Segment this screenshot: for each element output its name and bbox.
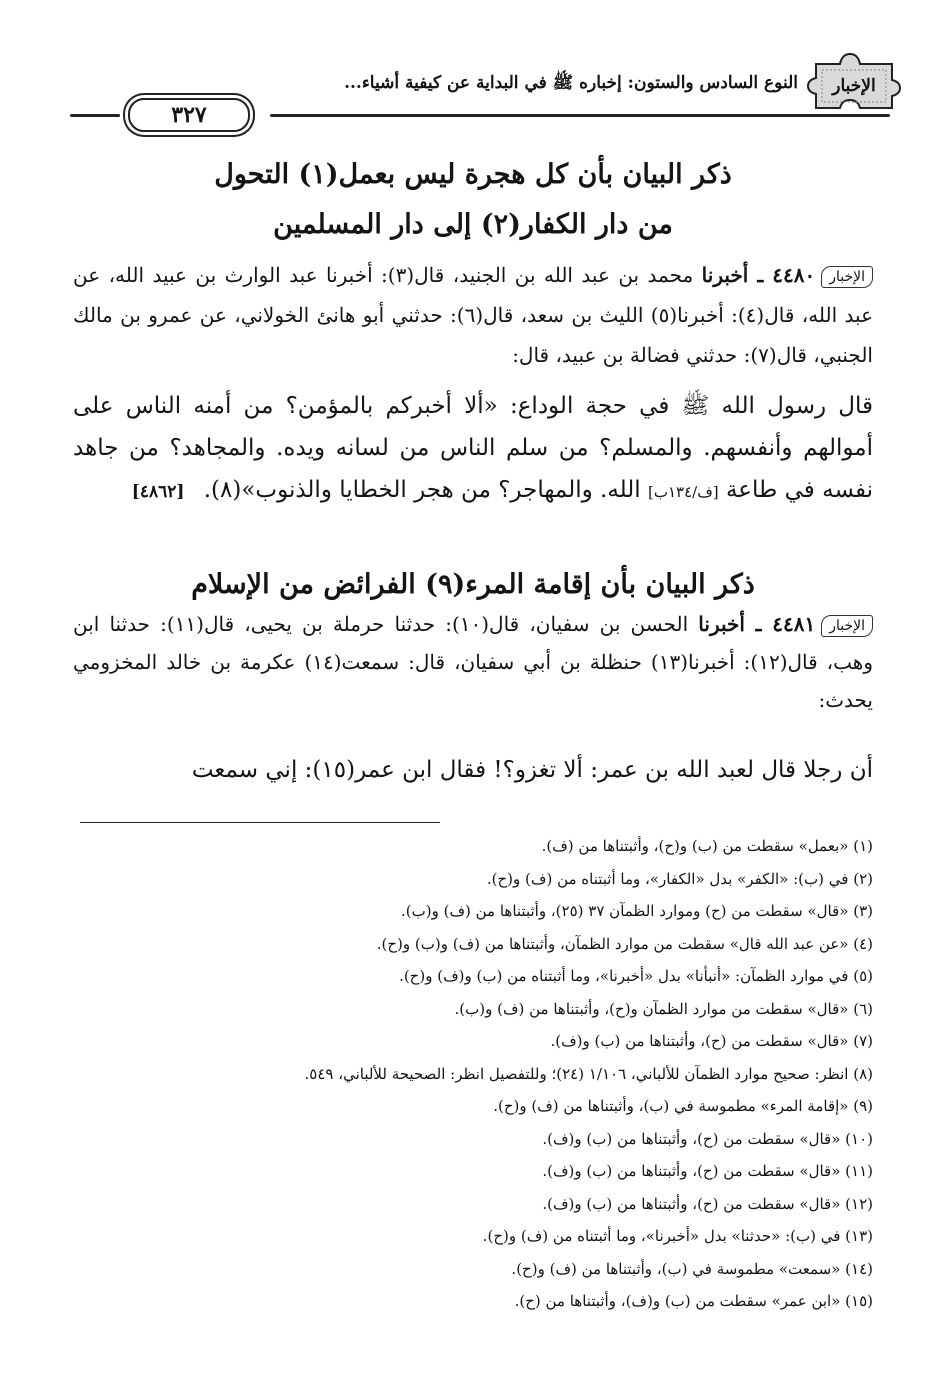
section-title-1-line-2: من دار الكفار(٢) إلى دار المسلمين: [273, 209, 673, 240]
footnote: (١٥) «ابن عمر» سقطت من (ب) و(ف)، وأثبتناها من (ح).: [514, 1292, 873, 1310]
footnote: (٦) «قال» سقطت من موارد الظمآن و(ح)، وأثبتناها من (ف) و(ب).: [454, 999, 873, 1018]
isnad-text: الحسن بن سفيان، قال(١٠): حدثنا حرملة بن يحيى، قال(١١): حدثنا ابن وهب، قال(١٢): أخبرنا(١٣) حنظلة بن أبي سفيان، قال: سمعت(١٤) عكرمة بن خالد المخزومي يحدث:: [73, 612, 873, 712]
footnote: (٤) «عن عبد الله قال» سقطت من موارد الظمآن، وأثبتناها من (ف) و(ب) و(ح).: [376, 934, 873, 953]
hadith-4481-isnad: [73, 605, 873, 719]
svg-text:الإخبار: الإخبار: [832, 76, 876, 96]
section-title-1: [73, 150, 873, 250]
folio-mark: [ف/١٣٤ب]: [648, 483, 719, 501]
footnote: (٧) «قال» سقطت من (ح)، وأثبتناها من (ب) و(ف).: [550, 1032, 873, 1050]
hadith-4481-matn: أن رجلا قال لعبد الله بن عمر: ألا تغزو؟! فقال ابن عمر(١٥): إني سمعت: [191, 757, 873, 783]
isnad-text: محمد بن عبد الله بن الجنيد، قال(٣): أخبرنا عبد الوارث بن عبيد الله، عن عبد الله، قال(٤): أخبرنا(٥) الليث بن سعد، قال(٦): حدثني أبو هانئ الخولاني، عن عمرو بن مالك الجنبي، قال(٧): حدثني فضالة بن عبيد، قال:: [73, 263, 873, 367]
footnote: (١٠) «قال» سقطت من (ح)، وأثبتناها من (ب) و(ف).: [542, 1129, 873, 1148]
footnote: (١٤) «سمعت» مطموسة في (ب)، وأثبتناها من (ف) و(ح).: [511, 1259, 873, 1278]
footnote: (١٣) في (ب): «حدثنا» بدل «أخبرنا»، وما أثبتناه من (ف) و(ح).: [482, 1227, 873, 1245]
footnote: (٢) في (ب): «الكفر» بدل «الكفار»، وما أثبتناه من (ف) و(ح).: [486, 869, 873, 888]
footnote-separator: [80, 822, 440, 823]
footnote: (٨) انظر: صحيح موارد الظمآن للألباني، ١/١٠٦ (٢٤)؛ وللتفصيل انظر: الصحيحة للألباني، ٥٤٩.: [304, 1064, 873, 1083]
hadith-number: ٤٤٨٠ ـ أخبرنا: [701, 263, 816, 287]
matn-text-end: الله. والمهاجر؟ من هجر الخطايا والذنوب»(٨).: [203, 477, 641, 503]
hadith-marker-icon: الإخبار: [821, 266, 873, 288]
footnote: (١١) «قال» سقطت من (ح)، وأثبتناها من (ب) و(ف).: [542, 1162, 873, 1180]
hadith-4480-isnad: [73, 255, 873, 375]
hadith-number: ٤٤٨١ ـ أخبرنا: [698, 612, 816, 636]
footnote: (٥) في موارد الظمآن: «أنبأنا» بدل «أخبرنا»، وما أثبتناه من (ب) و(ف) و(ح).: [399, 967, 873, 985]
footnote: (٩) «إقامة المرء» مطموسة في (ب)، وأثبتناها من (ف) و(ح).: [493, 1097, 873, 1115]
hadith-marker-icon: الإخبار: [821, 615, 873, 637]
section-title-1-line-1: ذكر البيان بأن كل هجرة ليس بعمل(١) التحول: [214, 159, 732, 190]
footnotes: [73, 830, 873, 1318]
cross-reference: [٤٨٦٢]: [131, 482, 185, 502]
section-title-2: ذكر البيان بأن إقامة المرء(٩) الفرائض من الإسلام: [191, 569, 755, 600]
page-number: ٣٢٧: [128, 98, 250, 132]
footnote: (١٢) «قال» سقطت من (ح)، وأثبتناها من (ب) و(ف).: [542, 1194, 873, 1213]
hadith-4480-matn: [73, 385, 873, 513]
header-rule-left: [70, 114, 120, 117]
page-header: [70, 58, 890, 138]
emblem-label: [808, 70, 900, 100]
footnote: (١) «بعمل» سقطت من (ب) و(ح)، وأثبتناها من (ف).: [541, 837, 873, 855]
header-rule-right: [270, 114, 890, 117]
running-title: النوع السادس والستون: إخباره ﷺ في البداية عن كيفية أشياء...: [344, 73, 798, 93]
matn-text: قال رسول الله ﷺ في حجة الوداع: «ألا أخبركم بالمؤمن؟ من أمنه الناس على أموالهم وأنفسهم. والمسلم؟ من سلم الناس من لسانه ويده. والمجاهد؟ من جاهد نفسه في طاعة: [73, 393, 873, 503]
footnote: (٣) «قال» سقطت من (ح) وموارد الظمآن ٣٧ (٢٥)، وأثبتناها من (ف) و(ب).: [401, 902, 873, 920]
